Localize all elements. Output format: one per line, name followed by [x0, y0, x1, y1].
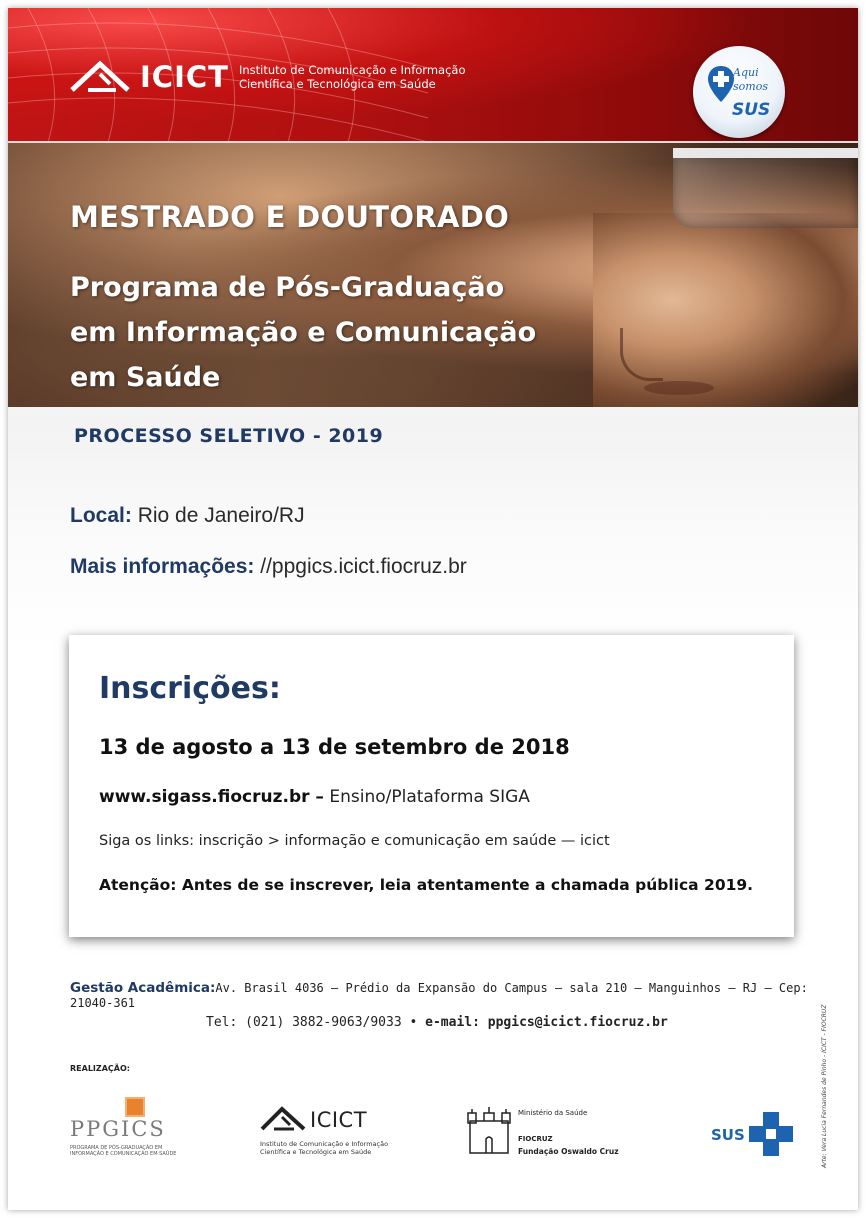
local-value: Rio de Janeiro/RJ: [137, 504, 305, 527]
badge-sus-word: SUS: [732, 100, 771, 120]
sus-cross-icon: [749, 1112, 793, 1156]
fiocruz-full-name: Fundação Oswaldo Cruz: [518, 1147, 619, 1156]
aqui-somos-sus-badge: [693, 46, 785, 138]
mais-informacoes-link[interactable]: //ppgics.icict.fiocruz.br: [260, 555, 467, 578]
mais-informacoes-line: [70, 555, 467, 579]
badge-line-1: Aqui: [733, 66, 759, 79]
links-instructions: Siga os links: inscrição > informação e comunicação em saúde — icict: [99, 833, 610, 849]
icict-logo: [70, 60, 466, 94]
map-pin-cross-icon: [706, 64, 736, 104]
footer-icict-word: ICICT: [310, 1108, 368, 1132]
ppgics-logo: [70, 1097, 180, 1157]
attention-notice: Atenção: Antes de se inscrever, leia atentamente a chamada pública 2019.: [99, 876, 754, 894]
inscricoes-title: Inscrições:: [99, 671, 281, 706]
hero-subline-2: em Informação e Comunicação: [70, 317, 537, 348]
ppgics-sub-1: PROGRAMA DE PÓS-GRADUAÇÃO EM: [70, 1145, 163, 1151]
contact-block: [70, 980, 810, 1030]
tagline-line-2: Científica e Tecnológica em Saúde: [238, 77, 436, 91]
tagline-line-1: Instituto de Comunicação e Informação: [238, 63, 466, 77]
hero-headline: MESTRADO E DOUTORADO: [70, 200, 510, 234]
glasses-shape: [673, 148, 858, 228]
hero-subline-3: em Saúde: [70, 362, 221, 393]
phone-email-line: [70, 1015, 810, 1030]
art-credit: Arte: Vera Lucia Fernandes de Pinho - ICICT - FIOCRUZ: [821, 1004, 828, 1168]
email-link[interactable]: e-mail: ppgics@icict.fiocruz.br: [425, 1015, 668, 1030]
icict-mark-icon: [70, 60, 134, 94]
gestao-label: Gestão Acadêmica:: [70, 980, 216, 996]
local-line: [70, 504, 305, 528]
hero-subline-1: Programa de Pós-Graduação: [70, 272, 505, 303]
hero-photo: [8, 143, 858, 407]
icict-tagline: [239, 63, 466, 91]
processo-seletivo-heading: PROCESSO SELETIVO - 2019: [74, 425, 384, 447]
sigass-link[interactable]: www.sigass.fiocruz.br –: [99, 787, 324, 807]
fiocruz-word: FIOCRUZ: [518, 1135, 553, 1143]
inscricoes-card: [69, 635, 794, 937]
badge-text: [733, 66, 768, 94]
address-line: [70, 980, 810, 1011]
badge-line-2: somos: [733, 80, 768, 93]
sus-word: SUS: [711, 1126, 745, 1144]
local-label: Local:: [70, 504, 132, 527]
poster: [8, 8, 858, 1210]
inscricoes-site: [99, 787, 530, 807]
lip-shape: [644, 381, 714, 395]
ministerio-text: Ministério da Saúde: [518, 1109, 588, 1117]
footer-tag-2: Científica e Tecnológica em Saúde: [260, 1148, 372, 1156]
inscricoes-dates: 13 de agosto a 13 de setembro de 2018: [99, 735, 570, 759]
ppgics-subtitle: [70, 1145, 180, 1157]
realizacao-label: REALIZAÇÃO:: [70, 1064, 130, 1073]
ppgics-sub-2: INFORMAÇÃO E COMUNICAÇÃO EM SAÚDE: [70, 1151, 177, 1157]
header-band: [8, 8, 858, 142]
footer-icict-tagline: [260, 1140, 400, 1156]
footer-tag-1: Instituto de Comunicação e Informação: [260, 1140, 389, 1148]
face-shape: [593, 213, 858, 407]
ppgics-word: PPGICS: [70, 1117, 166, 1141]
ppgics-mark-icon: [125, 1097, 145, 1117]
phone-text: Tel: (021) 3882-9063/9033 •: [206, 1015, 418, 1030]
icict-name: ICICT: [140, 60, 229, 94]
site-description: Ensino/Plataforma SIGA: [329, 787, 530, 807]
address-text: Av. Brasil 4036 – Prédio da Expansão do Campus – sala 210 – Manguinhos – RJ – Cep: 21040-361: [70, 981, 808, 1010]
mais-informacoes-label: Mais informações:: [70, 555, 255, 578]
icict-mark-icon: [260, 1106, 308, 1132]
fiocruz-castle-icon: [466, 1107, 512, 1155]
